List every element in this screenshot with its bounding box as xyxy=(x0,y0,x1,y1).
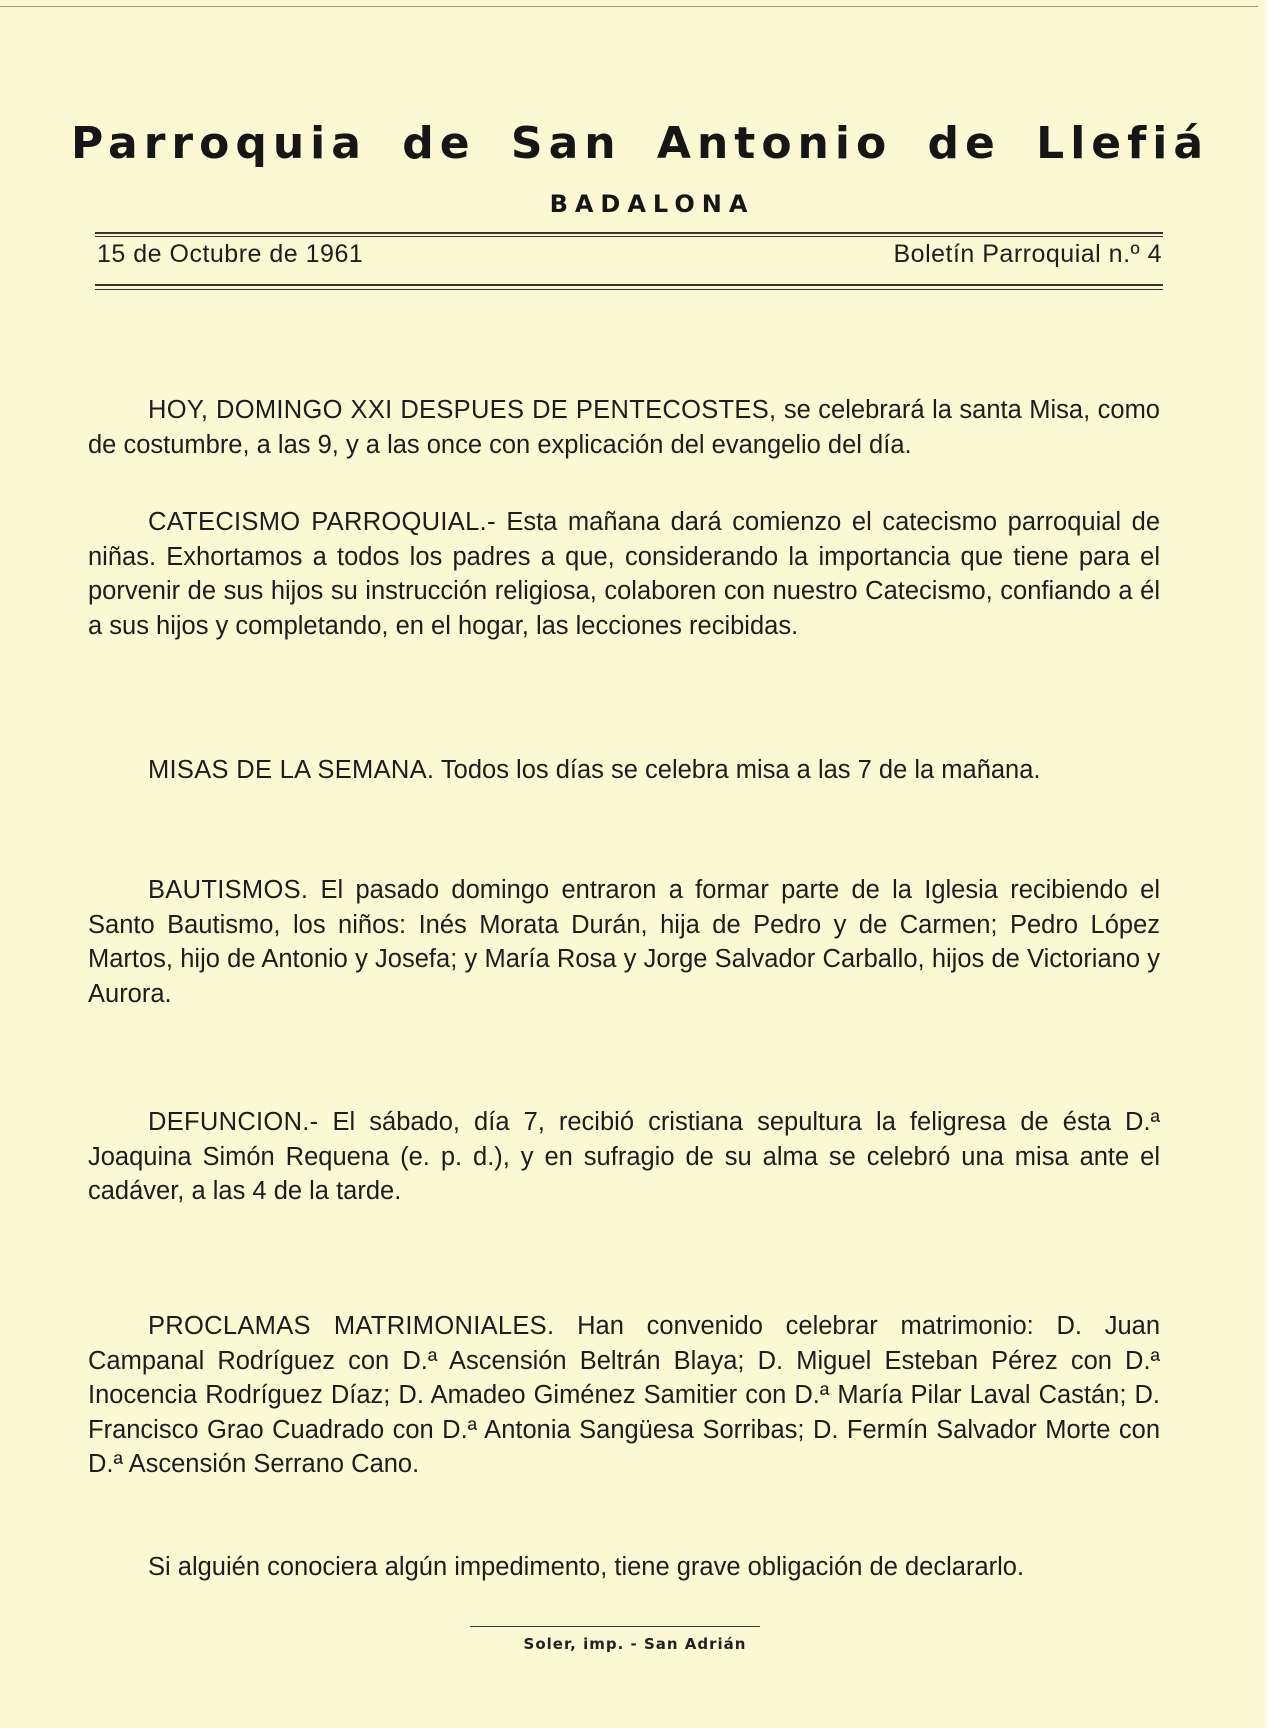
notice-weekly-masses-body: Todos los días se celebra misa a las 7 de la mañana. xyxy=(434,756,1041,784)
notice-impediment xyxy=(88,1550,1160,1585)
notice-baptisms xyxy=(88,873,1160,1011)
notice-catechism-body: Esta mañana dará comienzo el catecismo parroquial de niñas. Exhortamos a todos los padres a que, considerando la importancia que tiene para el porvenir de sus hijos su instrucción religiosa, colaboren con nuestro Catecismo, confiando a él a sus hijos y completando, en el hogar, las lecciones recibidas. xyxy=(88,508,1161,640)
notice-mass-body: se celebrará la santa Misa, como de costumbre, a las 9, y a las once con explicación del evangelio del día. xyxy=(88,396,1160,459)
parish-title: Parroquia de San Antonio de Llefiá xyxy=(70,118,1210,169)
notice-baptisms-heading: BAUTISMOS. xyxy=(148,876,309,904)
page-top-edge xyxy=(0,6,1258,7)
footer-rule xyxy=(470,1626,760,1627)
notice-death-heading: DEFUNCION.- xyxy=(148,1108,319,1136)
header-rule-top-thin xyxy=(95,236,1163,237)
header-rule-bottom xyxy=(95,284,1163,286)
notice-weekly-masses xyxy=(88,753,1160,788)
city-subtitle: BADALONA xyxy=(549,190,755,218)
notice-banns xyxy=(88,1309,1160,1482)
notice-death xyxy=(88,1105,1160,1209)
header-rule-top xyxy=(95,232,1163,234)
notice-banns-body: Han convenido celebrar matrimonio: D. Juan Campanal Rodríguez con D.ª Ascensión Beltrán Blaya; D. Miguel Esteban Pérez con D.ª Inocencia Rodríguez Díaz; D. Amadeo Giménez Samitier con D.ª María Pilar Laval Castán; D. Francisco Grao Cuadrado con D.ª Antonia Sangüesa Sorribas; D. Fermín Salvador Morte con D.ª Ascensión Serrano Cano. xyxy=(88,1312,1160,1478)
issue-date: 15 de Octubre de 1961 xyxy=(97,240,364,268)
notice-baptisms-body: El pasado domingo entraron a formar parte de la Iglesia recibiendo el Santo Bautismo, los niños: Inés Morata Durán, hija de Pedro y de Carmen; Pedro López Martos, hijo de Antonio y Josefa; y María Rosa y Jorge Salvador Carballo, hijos de Victoriano y Aurora. xyxy=(88,876,1160,1008)
notice-weekly-masses-heading: MISAS DE LA SEMANA. xyxy=(148,756,435,784)
notice-mass-heading: HOY, DOMINGO XXI DESPUES DE PENTECOSTES, xyxy=(148,396,777,424)
notice-banns-heading: PROCLAMAS MATRIMONIALES. xyxy=(148,1312,555,1340)
notice-impediment-body: Si alguién conociera algún impedimento, tiene grave obligación de declararlo. xyxy=(148,1553,1025,1581)
notice-death-body: El sábado, día 7, recibió cristiana sepultura la feligresa de ésta D.ª Joaquina Simón Requena (e. p. d.), y en sufragio de su alma se celebró una misa ante el cadáver, a las 4 de la tarde. xyxy=(88,1108,1160,1205)
notice-mass xyxy=(88,393,1160,462)
notice-catechism xyxy=(88,505,1160,643)
notice-catechism-heading: CATECISMO PARROQUIAL.- xyxy=(148,508,496,536)
bulletin-number: Boletín Parroquial n.º 4 xyxy=(893,240,1162,268)
header-rule-bottom-thin xyxy=(95,289,1163,290)
printer-credit: Soler, imp. - San Adrián xyxy=(523,1635,747,1653)
